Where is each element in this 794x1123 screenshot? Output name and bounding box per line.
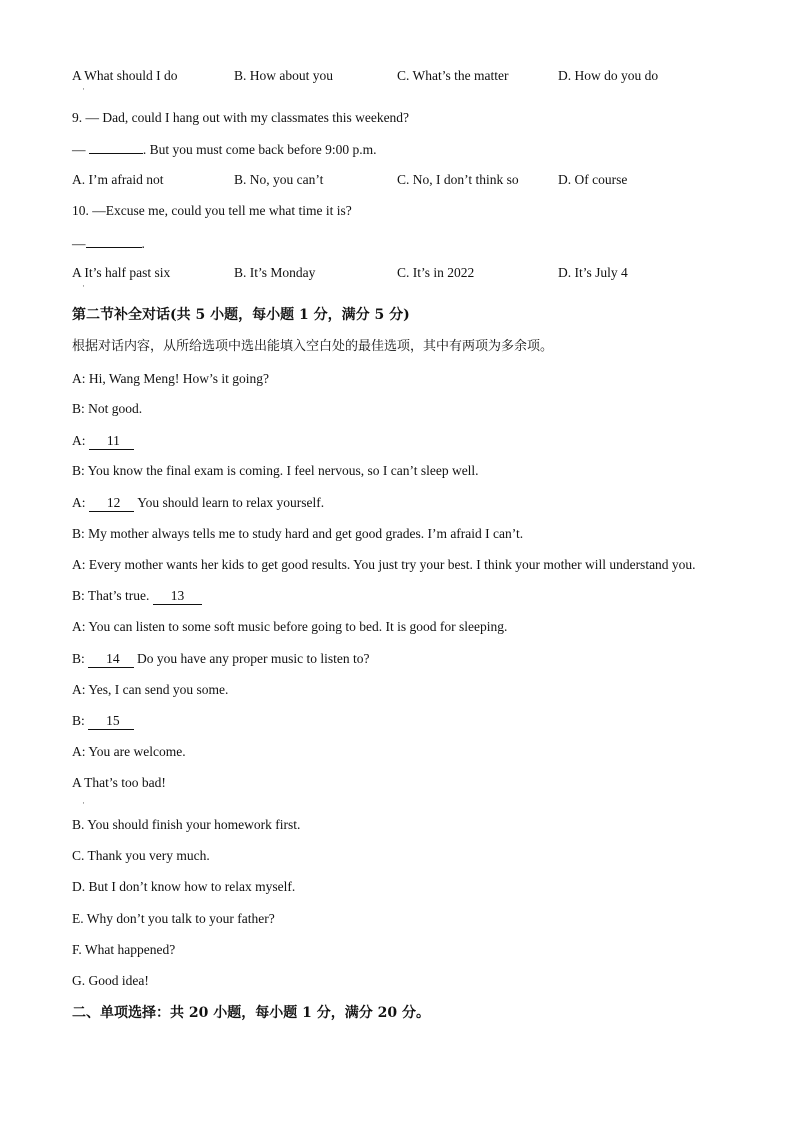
dialogue-line bbox=[72, 433, 134, 450]
q8-options bbox=[72, 68, 732, 84]
choice-option: E. Why don’t you talk to your father? bbox=[72, 911, 275, 926]
speaker-label: A: bbox=[72, 557, 86, 572]
blank-number: 15 bbox=[88, 713, 134, 730]
q8-option-b: B. How about you bbox=[234, 68, 333, 83]
dialogue-line bbox=[72, 557, 696, 573]
dialogue-line bbox=[72, 744, 186, 760]
dialogue-line bbox=[72, 619, 507, 635]
blank-number: 11 bbox=[89, 433, 134, 450]
q10-reply-prefix: — bbox=[72, 236, 86, 251]
q10-reply bbox=[72, 235, 145, 252]
dialogue-text: You know the final exam is coming. I feel nervous, so I can’t sleep well. bbox=[87, 463, 479, 478]
part2-title: 二、单项选择：共 20 小题，每小题 1 分，满分 20 分。 bbox=[72, 1005, 430, 1021]
q10-option-d: D. It’s July 4 bbox=[558, 265, 628, 280]
dialogue-text: Yes, I can send you some. bbox=[88, 682, 229, 697]
q9-options bbox=[72, 172, 732, 188]
choice-option: F. What happened? bbox=[72, 942, 176, 957]
dialogue-line bbox=[72, 371, 269, 387]
dialogue-text: Do you have any proper music to listen to? bbox=[133, 651, 370, 666]
q10-answer-blank bbox=[86, 235, 142, 248]
section2-instruction: 根据对话内容，从所给选项中选出能填入空白处的最佳选项，其中有两项为多余项。 bbox=[72, 339, 554, 354]
speaker-label: A: bbox=[72, 371, 86, 386]
speaker-label: B: bbox=[72, 713, 85, 728]
dialogue-text: You can listen to some soft music before going to bed. It is good for sleeping. bbox=[88, 619, 508, 634]
blank-number: 14 bbox=[88, 651, 134, 668]
choice-option: A That’s too bad! bbox=[72, 775, 166, 790]
dialogue-text: You should learn to relax yourself. bbox=[134, 495, 325, 510]
dialogue-line bbox=[72, 713, 134, 730]
q10-option-b: B. It’s Monday bbox=[234, 265, 316, 280]
dialogue-text: That’s true. bbox=[87, 588, 153, 603]
choice-option: D. But I don’t know how to relax myself. bbox=[72, 879, 296, 894]
q9-option-d: D. Of course bbox=[558, 172, 628, 187]
dialogue-line bbox=[72, 682, 228, 698]
q9-answer-blank bbox=[89, 141, 143, 154]
dialogue-line bbox=[72, 401, 142, 417]
dialogue-line bbox=[72, 495, 324, 512]
q9-option-c: C. No, I don’t think so bbox=[397, 172, 519, 187]
dialogue-text: My mother always tells me to study hard and get good grades. I’m afraid I can’t. bbox=[88, 526, 524, 541]
speaker-label: B: bbox=[72, 526, 85, 541]
choice-option: G. Good idea! bbox=[72, 973, 149, 988]
dialogue-line bbox=[72, 651, 369, 668]
q10-option-c: C. It’s in 2022 bbox=[397, 265, 475, 280]
blank-number: 13 bbox=[153, 588, 203, 605]
q8-option-c: C. What’s the matter bbox=[397, 68, 509, 83]
dialogue-text: You are welcome. bbox=[88, 744, 186, 759]
blank-number: 12 bbox=[89, 495, 135, 512]
q9-reply-suffix: . But you must come back before 9:00 p.m. bbox=[142, 142, 377, 157]
q10-stem: 10. —Excuse me, could you tell me what time it is? bbox=[72, 203, 352, 218]
q9-option-b: B. No, you can’t bbox=[234, 172, 324, 187]
dialogue-text: Every mother wants her kids to get good results. You just try your best. I think your mother will understand you. bbox=[88, 557, 696, 572]
choice-option: C. Thank you very much. bbox=[72, 848, 210, 863]
q9-stem: 9. — Dad, could I hang out with my classmates this weekend? bbox=[72, 110, 410, 125]
q8-option-a: A What should I do bbox=[72, 68, 178, 83]
speaker-label: B: bbox=[72, 463, 85, 478]
dialogue-line bbox=[72, 463, 479, 479]
speaker-label: A: bbox=[72, 744, 86, 759]
speaker-label: A: bbox=[72, 495, 86, 510]
speaker-label: A: bbox=[72, 433, 86, 448]
q10-options bbox=[72, 265, 732, 281]
speaker-label: A: bbox=[72, 682, 86, 697]
q10-reply-suffix: . bbox=[141, 236, 145, 251]
q9-option-a: A. I’m afraid not bbox=[72, 172, 164, 187]
q9-reply-prefix: — bbox=[72, 142, 86, 157]
q9-reply bbox=[72, 141, 376, 158]
dot-mark: · bbox=[82, 798, 85, 808]
section2-title: 第二节补全对话(共 5 小题，每小题 1 分，满分 5 分) bbox=[72, 307, 410, 323]
q8-option-d: D. How do you do bbox=[558, 68, 659, 83]
dialogue-line bbox=[72, 588, 202, 605]
dialogue-text: Not good. bbox=[88, 401, 143, 416]
choice-option: B. You should finish your homework first. bbox=[72, 817, 301, 832]
dot-mark: · bbox=[82, 281, 85, 291]
speaker-label: A: bbox=[72, 619, 86, 634]
dot-mark: · bbox=[82, 84, 85, 94]
dialogue-line bbox=[72, 526, 523, 542]
speaker-label: B: bbox=[72, 651, 85, 666]
speaker-label: B: bbox=[72, 401, 85, 416]
dialogue-text: Hi, Wang Meng! How’s it going? bbox=[88, 371, 270, 386]
speaker-label: B: bbox=[72, 588, 85, 603]
q10-option-a: A It’s half past six bbox=[72, 265, 171, 280]
